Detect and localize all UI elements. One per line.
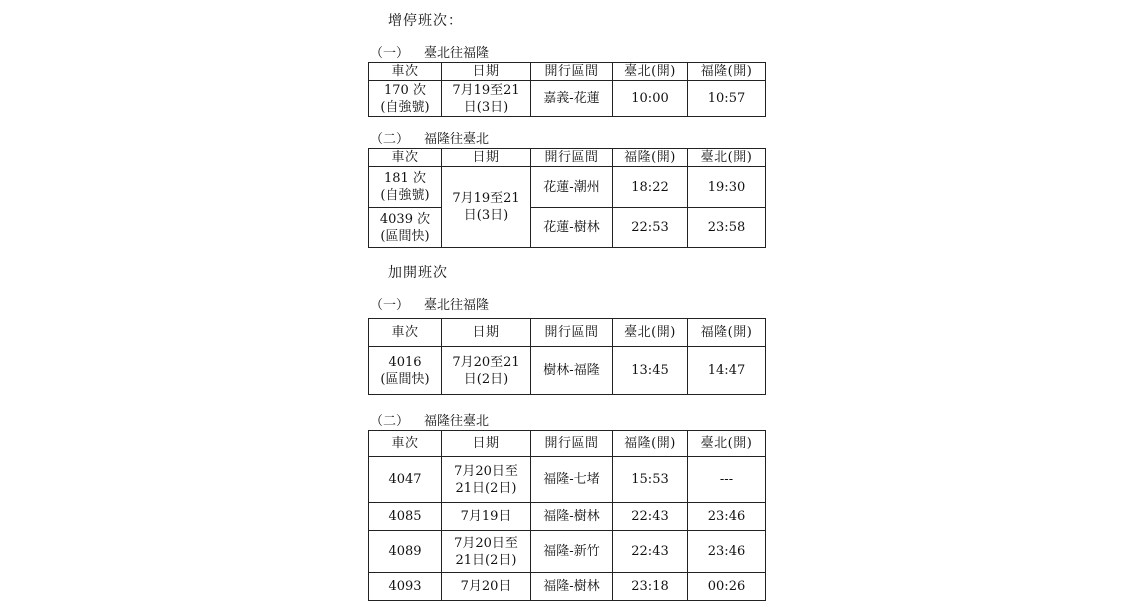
route-cell: 嘉義-花蓮: [531, 81, 613, 117]
section-heading: [370, 294, 489, 313]
train-cell: [369, 81, 442, 117]
date-cell: [442, 81, 531, 117]
suspended-title: 增停班次：: [388, 13, 463, 29]
time-cell: 00:26: [688, 573, 766, 601]
time-cell: 13:45: [613, 347, 688, 395]
route-cell: 福隆-樹林: [531, 503, 613, 531]
train-type: (自強號): [380, 99, 430, 115]
date-cell: [442, 531, 531, 573]
train-type: (區間快): [380, 371, 430, 387]
table-header-row: [369, 319, 766, 347]
route-cell: 花蓮-樹林: [531, 208, 613, 248]
table-header-row: [369, 431, 766, 457]
header-cell: 臺北(開): [613, 319, 688, 347]
table-header-row: [369, 149, 766, 167]
train-cell: [369, 208, 442, 248]
time-cell: 23:46: [688, 503, 766, 531]
train-type: (區間快): [380, 228, 430, 244]
section-heading: [370, 410, 489, 429]
added-table-southbound: [368, 430, 766, 601]
header-cell: 福隆(開): [688, 63, 766, 81]
header-cell: 福隆(開): [613, 431, 688, 457]
header-cell: 車次: [369, 63, 442, 81]
header-cell: 臺北(開): [688, 149, 766, 167]
table-header-row: [369, 63, 766, 81]
date-line: 日(3日): [463, 208, 509, 223]
header-cell: 日期: [442, 63, 531, 81]
route-cell: 福隆-樹林: [531, 573, 613, 601]
section-number: （一）: [370, 298, 410, 313]
suspended-table-southbound: [368, 148, 766, 248]
train-number: 4047: [369, 457, 442, 503]
table-row: [369, 81, 766, 117]
header-cell: 日期: [442, 149, 531, 167]
header-cell: 車次: [369, 149, 442, 167]
time-cell: 23:46: [688, 531, 766, 573]
header-cell: 車次: [369, 431, 442, 457]
header-cell: 福隆(開): [688, 319, 766, 347]
time-cell: 22:43: [613, 503, 688, 531]
date-cell: [442, 347, 531, 395]
table-row: [369, 167, 766, 208]
table-row: [369, 573, 766, 601]
header-cell: 日期: [442, 319, 531, 347]
section-number: （二）: [370, 132, 410, 147]
time-cell: 22:43: [613, 531, 688, 573]
time-cell: 10:57: [688, 81, 766, 117]
train-number: 4016: [388, 354, 422, 370]
header-cell: 開行區間: [531, 431, 613, 457]
train-number: 4089: [369, 531, 442, 573]
train-number: 181 次: [384, 171, 426, 186]
date-line: 7月19至21: [452, 82, 520, 98]
time-cell: 23:58: [688, 208, 766, 248]
added-table-northbound: [368, 318, 766, 395]
section-label: 福隆往臺北: [424, 414, 490, 429]
date-line: 日(2日): [463, 371, 509, 387]
date-line: 21日(2日): [455, 552, 517, 568]
table-row: [369, 531, 766, 573]
date-line: 7月19至21: [452, 191, 520, 206]
header-cell: 臺北(開): [688, 431, 766, 457]
date-line: 7月20至21: [452, 354, 520, 370]
train-number: 4085: [369, 503, 442, 531]
date-line: 7月20日至: [454, 463, 518, 479]
header-cell: 福隆(開): [613, 149, 688, 167]
route-cell: 樹林-福隆: [531, 347, 613, 395]
date-cell: 7月19日: [442, 503, 531, 531]
suspended-table-northbound: [368, 62, 766, 117]
time-cell: 14:47: [688, 347, 766, 395]
train-type: (自強號): [380, 188, 430, 203]
section-number: （二）: [370, 414, 410, 429]
section-heading: [370, 128, 489, 147]
route-cell: 福隆-新竹: [531, 531, 613, 573]
added-title: 加開班次: [388, 265, 448, 281]
time-cell: 19:30: [688, 167, 766, 208]
date-line: 7月20日至: [454, 535, 518, 551]
header-cell: 開行區間: [531, 149, 613, 167]
section-label: 臺北往福隆: [424, 46, 490, 61]
train-number: 4093: [369, 573, 442, 601]
route-cell: 福隆-七堵: [531, 457, 613, 503]
header-cell: 開行區間: [531, 319, 613, 347]
time-cell: ---: [688, 457, 766, 503]
time-cell: 10:00: [613, 81, 688, 117]
date-cell: [442, 167, 531, 248]
section-label: 福隆往臺北: [424, 132, 490, 147]
route-cell: 花蓮-潮州: [531, 167, 613, 208]
section-number: （一）: [370, 46, 410, 61]
header-cell: 車次: [369, 319, 442, 347]
table-row: [369, 347, 766, 395]
time-cell: 15:53: [613, 457, 688, 503]
date-cell: [442, 457, 531, 503]
header-cell: 開行區間: [531, 63, 613, 81]
time-cell: 23:18: [613, 573, 688, 601]
section-label: 臺北往福隆: [424, 298, 490, 313]
train-number: 170 次: [384, 82, 426, 98]
table-row: [369, 208, 766, 248]
date-line: 日(3日): [463, 99, 509, 115]
section-heading: [370, 42, 489, 61]
header-cell: 臺北(開): [613, 63, 688, 81]
train-cell: [369, 347, 442, 395]
time-cell: 22:53: [613, 208, 688, 248]
time-cell: 18:22: [613, 167, 688, 208]
date-line: 21日(2日): [455, 480, 517, 496]
date-cell: 7月20日: [442, 573, 531, 601]
table-row: [369, 503, 766, 531]
table-row: [369, 457, 766, 503]
header-cell: 日期: [442, 431, 531, 457]
train-number: 4039 次: [379, 211, 431, 227]
train-cell: [369, 167, 442, 208]
